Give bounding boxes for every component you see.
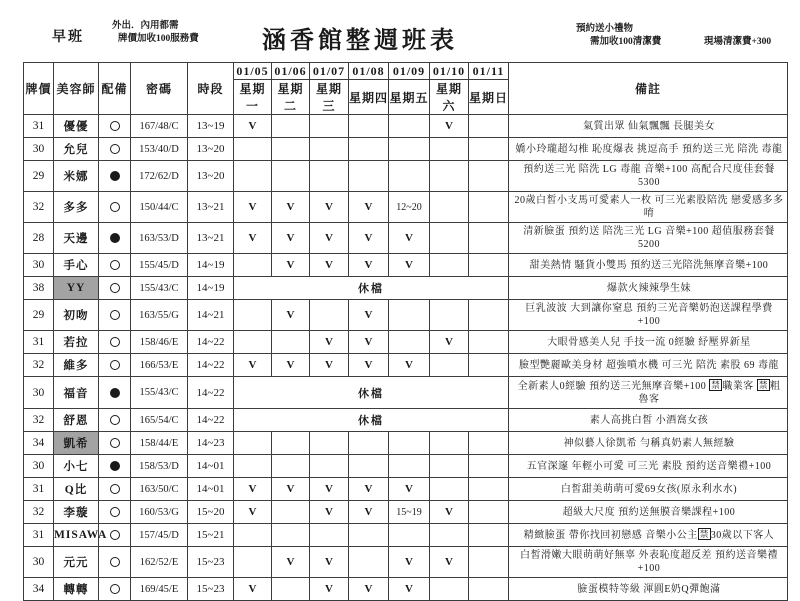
col-header-date: 01/10 bbox=[430, 63, 469, 80]
day-mark-cell bbox=[469, 478, 509, 501]
day-mark-cell bbox=[234, 254, 272, 277]
code-cell: 165/54/C bbox=[131, 409, 188, 432]
time-slot-cell: 15~23 bbox=[188, 547, 234, 578]
day-mark-cell bbox=[310, 115, 349, 138]
day-mark-cell bbox=[310, 524, 349, 547]
day-mark-cell bbox=[469, 547, 509, 578]
day-mark-cell: V bbox=[349, 331, 389, 354]
day-mark-cell: V bbox=[349, 578, 389, 601]
price-cell: 34 bbox=[24, 578, 54, 601]
equipment-cell bbox=[99, 455, 131, 478]
day-mark-cell bbox=[469, 192, 509, 223]
schedule-row bbox=[24, 432, 788, 455]
price-cell: 29 bbox=[24, 300, 54, 331]
day-mark-cell: V bbox=[234, 478, 272, 501]
equipment-cell bbox=[99, 161, 131, 192]
beautician-name-cell: 福音 bbox=[54, 377, 99, 409]
filled-circle-icon bbox=[110, 233, 120, 243]
schedule-row bbox=[24, 115, 788, 138]
col-header-weekday: 星期六 bbox=[430, 80, 469, 115]
remark-cell: 白皙滑嫩大眼萌萌好無辜 外表恥度超反差 預約送音樂禮+100 bbox=[509, 547, 788, 578]
day-mark-cell: V bbox=[389, 354, 430, 377]
price-cell: 30 bbox=[24, 455, 54, 478]
code-cell: 158/46/E bbox=[131, 331, 188, 354]
filled-circle-icon bbox=[110, 171, 120, 181]
remark-cell: 臉型艷麗歐美身材 超強噴水機 可三光 陪洗 素股 69 毒龍 bbox=[509, 354, 788, 377]
remark-cell: 預約送三光 陪洗 LG 毒龍 音樂+100 高配合尺度佳套餐5300 bbox=[509, 161, 788, 192]
hollow-circle-icon bbox=[110, 557, 120, 567]
day-mark-cell bbox=[349, 432, 389, 455]
schedule-row bbox=[24, 524, 788, 547]
equipment-cell bbox=[99, 377, 131, 409]
code-cell: 155/43/C bbox=[131, 277, 188, 300]
beautician-name-cell: 優優 bbox=[54, 115, 99, 138]
time-slot-cell: 14~23 bbox=[188, 432, 234, 455]
beautician-name-cell: 李璇 bbox=[54, 501, 99, 524]
day-mark-cell: V bbox=[234, 354, 272, 377]
code-cell: 157/45/D bbox=[131, 524, 188, 547]
time-slot-cell: 14~22 bbox=[188, 331, 234, 354]
price-cell: 32 bbox=[24, 192, 54, 223]
beautician-name-cell: YY bbox=[54, 277, 99, 300]
remark-cell: 嬌小玲瓏超勾椎 恥度爆表 挑逗高手 預約送三光 陪洗 毒龍 bbox=[509, 138, 788, 161]
beautician-name-cell: 凱希 bbox=[54, 432, 99, 455]
col-header-code: 密碼 bbox=[131, 63, 188, 115]
day-mark-cell bbox=[469, 354, 509, 377]
day-mark-cell bbox=[310, 300, 349, 331]
day-mark-cell bbox=[389, 331, 430, 354]
day-mark-cell: V bbox=[310, 331, 349, 354]
schedule-row bbox=[24, 192, 788, 223]
schedule-row bbox=[24, 277, 788, 300]
day-mark-cell: V bbox=[310, 578, 349, 601]
schedule-row bbox=[24, 409, 788, 432]
time-slot-cell: 13~21 bbox=[188, 192, 234, 223]
time-slot-cell: 13~20 bbox=[188, 161, 234, 192]
hollow-circle-icon bbox=[110, 121, 120, 131]
schedule-row bbox=[24, 354, 788, 377]
hollow-circle-icon bbox=[110, 144, 120, 154]
filled-circle-icon bbox=[110, 388, 120, 398]
equipment-cell bbox=[99, 254, 131, 277]
hollow-circle-icon bbox=[110, 202, 120, 212]
day-mark-cell bbox=[234, 138, 272, 161]
remark-cell: 巨乳波波 大到讓你窒息 預約三光音樂奶泡送課程學費+100 bbox=[509, 300, 788, 331]
equipment-cell bbox=[99, 277, 131, 300]
remark-cell: 全新素人0經驗 預約送三光無摩音樂+100 禁 職業客 禁 粗魯客 bbox=[509, 377, 788, 409]
beautician-name-cell: 允兒 bbox=[54, 138, 99, 161]
time-slot-cell: 14~01 bbox=[188, 455, 234, 478]
hollow-circle-icon bbox=[110, 415, 120, 425]
day-mark-cell bbox=[430, 254, 469, 277]
day-mark-cell: V bbox=[389, 254, 430, 277]
day-mark-cell: V bbox=[234, 115, 272, 138]
day-mark-cell: V bbox=[272, 254, 310, 277]
code-cell: 162/52/E bbox=[131, 547, 188, 578]
beautician-name-cell: 若拉 bbox=[54, 331, 99, 354]
time-slot-cell: 13~20 bbox=[188, 138, 234, 161]
day-mark-cell bbox=[349, 524, 389, 547]
day-mark-cell bbox=[389, 432, 430, 455]
beautician-name-cell: Q比 bbox=[54, 478, 99, 501]
price-cell: 32 bbox=[24, 409, 54, 432]
day-mark-cell bbox=[389, 524, 430, 547]
col-header-weekday: 星期日 bbox=[469, 80, 509, 115]
time-slot-cell: 14~22 bbox=[188, 377, 234, 409]
equipment-cell bbox=[99, 409, 131, 432]
day-mark-cell bbox=[430, 223, 469, 254]
col-header-weekday: 星期五 bbox=[389, 80, 430, 115]
schedule-row bbox=[24, 300, 788, 331]
day-mark-cell bbox=[430, 138, 469, 161]
equipment-cell bbox=[99, 547, 131, 578]
hollow-circle-icon bbox=[110, 530, 120, 540]
hollow-circle-icon bbox=[110, 438, 120, 448]
day-mark-cell: V bbox=[234, 578, 272, 601]
day-mark-cell bbox=[349, 115, 389, 138]
day-mark-cell: V bbox=[349, 478, 389, 501]
filled-circle-icon bbox=[110, 461, 120, 471]
day-mark-cell bbox=[349, 455, 389, 478]
day-mark-cell: V bbox=[310, 192, 349, 223]
day-mark-cell bbox=[349, 138, 389, 161]
day-mark-cell bbox=[389, 115, 430, 138]
time-slot-cell: 14~22 bbox=[188, 354, 234, 377]
day-mark-cell: V bbox=[349, 501, 389, 524]
day-mark-cell: V bbox=[389, 547, 430, 578]
day-mark-cell: V bbox=[272, 192, 310, 223]
col-header-beautician: 美容師 bbox=[54, 63, 99, 115]
schedule-row bbox=[24, 138, 788, 161]
col-header-date: 01/05 bbox=[234, 63, 272, 80]
day-mark-cell: V bbox=[234, 192, 272, 223]
beautician-name-cell: 天邊 bbox=[54, 223, 99, 254]
equipment-cell bbox=[99, 578, 131, 601]
price-cell: 30 bbox=[24, 547, 54, 578]
time-slot-cell: 14~22 bbox=[188, 409, 234, 432]
schedule-row bbox=[24, 578, 788, 601]
time-slot-cell: 15~21 bbox=[188, 524, 234, 547]
closed-span-cell: 休檔 bbox=[234, 277, 509, 300]
day-mark-cell: V bbox=[272, 478, 310, 501]
remark-cell: 臉蛋模特等級 渾圓E奶Q彈飽滿 bbox=[509, 578, 788, 601]
schedule-row bbox=[24, 478, 788, 501]
hollow-circle-icon bbox=[110, 283, 120, 293]
page-title: 涵香館整週班表 bbox=[262, 28, 458, 54]
cleaning-fee-note-line1: 預約送小禮物 bbox=[576, 24, 634, 34]
code-cell: 158/44/E bbox=[131, 432, 188, 455]
price-cell: 30 bbox=[24, 138, 54, 161]
day-mark-cell bbox=[310, 161, 349, 192]
code-cell: 155/43/C bbox=[131, 377, 188, 409]
day-mark-cell bbox=[272, 524, 310, 547]
remark-cell: 大眼骨感美人兒 手技一流 0經驗 紓壓界新星 bbox=[509, 331, 788, 354]
code-cell: 167/48/C bbox=[131, 115, 188, 138]
price-cell: 28 bbox=[24, 223, 54, 254]
day-mark-cell bbox=[349, 547, 389, 578]
day-mark-cell bbox=[469, 300, 509, 331]
col-header-equipment: 配備 bbox=[99, 63, 131, 115]
day-mark-cell: V bbox=[310, 547, 349, 578]
code-cell: 158/53/D bbox=[131, 455, 188, 478]
day-mark-cell bbox=[469, 501, 509, 524]
time-slot-cell: 13~21 bbox=[188, 223, 234, 254]
code-cell: 153/40/D bbox=[131, 138, 188, 161]
day-mark-cell bbox=[469, 254, 509, 277]
day-mark-cell bbox=[469, 115, 509, 138]
day-mark-cell: V bbox=[430, 547, 469, 578]
code-cell: 160/53/G bbox=[131, 501, 188, 524]
equipment-cell bbox=[99, 354, 131, 377]
price-cell: 30 bbox=[24, 254, 54, 277]
code-cell: 163/55/G bbox=[131, 300, 188, 331]
day-mark-cell: V bbox=[310, 501, 349, 524]
weekly-schedule-table bbox=[23, 62, 788, 601]
day-mark-cell bbox=[430, 455, 469, 478]
hollow-circle-icon bbox=[110, 507, 120, 517]
day-mark-cell: V bbox=[272, 354, 310, 377]
remark-cell: 20歲白皙小支馬可愛素人一枚 可三光素股陪洗 戀愛感多多唷 bbox=[509, 192, 788, 223]
code-cell: 169/45/E bbox=[131, 578, 188, 601]
price-cell: 34 bbox=[24, 432, 54, 455]
beautician-name-cell: 初吻 bbox=[54, 300, 99, 331]
day-mark-cell: V bbox=[310, 478, 349, 501]
code-cell: 166/53/E bbox=[131, 354, 188, 377]
forbidden-icon: 禁 bbox=[699, 529, 709, 539]
day-mark-cell bbox=[234, 455, 272, 478]
forbidden-icon: 禁 bbox=[758, 380, 768, 390]
day-mark-cell bbox=[430, 192, 469, 223]
day-mark-cell bbox=[234, 524, 272, 547]
day-mark-cell bbox=[272, 161, 310, 192]
beautician-name-cell: 手心 bbox=[54, 254, 99, 277]
beautician-name-cell: 轉轉 bbox=[54, 578, 99, 601]
price-cell: 29 bbox=[24, 161, 54, 192]
day-mark-cell bbox=[430, 354, 469, 377]
day-mark-cell bbox=[310, 432, 349, 455]
col-header-weekday: 星期四 bbox=[349, 80, 389, 115]
day-mark-cell: V bbox=[272, 223, 310, 254]
day-mark-cell bbox=[469, 432, 509, 455]
hollow-circle-icon bbox=[110, 260, 120, 270]
remark-cell: 爆款火辣辣學生妹 bbox=[509, 277, 788, 300]
remark-cell: 五官深邃 年輕小可愛 可三光 素股 預約送音樂禮+100 bbox=[509, 455, 788, 478]
schedule-row bbox=[24, 547, 788, 578]
col-header-weekday: 星期三 bbox=[310, 80, 349, 115]
col-header-time: 時段 bbox=[188, 63, 234, 115]
day-mark-cell bbox=[272, 578, 310, 601]
beautician-name-cell: 元元 bbox=[54, 547, 99, 578]
day-mark-cell bbox=[469, 578, 509, 601]
equipment-cell bbox=[99, 478, 131, 501]
price-cell: 32 bbox=[24, 501, 54, 524]
day-mark-cell bbox=[349, 161, 389, 192]
hollow-circle-icon bbox=[110, 484, 120, 494]
price-cell: 31 bbox=[24, 478, 54, 501]
time-slot-cell: 14~19 bbox=[188, 277, 234, 300]
remark-cell: 清新臉蛋 預約送 陪洗三光 LG 音樂+100 超值服務套餐5200 bbox=[509, 223, 788, 254]
day-mark-cell bbox=[234, 161, 272, 192]
day-mark-cell: V bbox=[389, 223, 430, 254]
day-mark-cell bbox=[272, 138, 310, 161]
remark-cell: 超級大尺度 預約送無膜音樂課程+100 bbox=[509, 501, 788, 524]
equipment-cell bbox=[99, 300, 131, 331]
col-header-date: 01/11 bbox=[469, 63, 509, 80]
day-mark-cell bbox=[272, 331, 310, 354]
beautician-name-cell: 維多 bbox=[54, 354, 99, 377]
price-cell: 31 bbox=[24, 115, 54, 138]
closed-span-cell: 休檔 bbox=[234, 377, 509, 409]
price-cell: 31 bbox=[24, 331, 54, 354]
day-mark-cell bbox=[389, 455, 430, 478]
day-mark-cell: V bbox=[389, 478, 430, 501]
schedule-row bbox=[24, 377, 788, 409]
forbidden-icon: 禁 bbox=[711, 380, 721, 390]
day-mark-cell bbox=[430, 578, 469, 601]
day-mark-cell: V bbox=[310, 254, 349, 277]
remark-cell: 白皙甜美萌萌可愛69女孩(原永利水水) bbox=[509, 478, 788, 501]
day-mark-cell bbox=[469, 455, 509, 478]
day-mark-cell: V bbox=[349, 192, 389, 223]
day-mark-cell: V bbox=[430, 501, 469, 524]
day-mark-cell: V bbox=[389, 578, 430, 601]
code-cell: 163/53/D bbox=[131, 223, 188, 254]
day-mark-cell bbox=[234, 432, 272, 455]
day-mark-cell: V bbox=[234, 501, 272, 524]
remark-cell: 甜美熱情 騷貨小雙馬 預約送三光陪洗無摩音樂+100 bbox=[509, 254, 788, 277]
cleaning-fee-note-line2: 需加收100清潔費 bbox=[590, 37, 662, 47]
day-mark-cell bbox=[310, 138, 349, 161]
day-mark-cell bbox=[310, 455, 349, 478]
day-mark-cell bbox=[469, 223, 509, 254]
equipment-cell bbox=[99, 192, 131, 223]
day-mark-cell bbox=[234, 547, 272, 578]
day-mark-cell: V bbox=[349, 354, 389, 377]
day-mark-cell bbox=[272, 115, 310, 138]
remark-cell: 氣質出眾 仙氣飄飄 長腿美女 bbox=[509, 115, 788, 138]
day-mark-cell bbox=[469, 524, 509, 547]
day-mark-cell bbox=[234, 300, 272, 331]
equipment-cell bbox=[99, 501, 131, 524]
day-mark-cell: V bbox=[430, 115, 469, 138]
time-slot-cell: 15~20 bbox=[188, 501, 234, 524]
day-mark-cell bbox=[430, 300, 469, 331]
col-header-date: 01/09 bbox=[389, 63, 430, 80]
day-mark-cell: V bbox=[234, 223, 272, 254]
remark-cell: 神似藝人徐凱希 勻稱真奶素人無經驗 bbox=[509, 432, 788, 455]
cleaning-fee-note bbox=[576, 23, 661, 49]
time-slot-cell: 14~01 bbox=[188, 478, 234, 501]
col-header-weekday: 星期一 bbox=[234, 80, 272, 115]
closed-span-cell: 休檔 bbox=[234, 409, 509, 432]
schedule-row bbox=[24, 455, 788, 478]
schedule-row bbox=[24, 254, 788, 277]
day-mark-cell bbox=[430, 478, 469, 501]
day-mark-cell: V bbox=[310, 354, 349, 377]
price-cell: 32 bbox=[24, 354, 54, 377]
col-header-price: 牌價 bbox=[24, 63, 54, 115]
col-header-remarks: 備註 bbox=[509, 63, 788, 115]
code-cell: 155/45/D bbox=[131, 254, 188, 277]
day-mark-cell bbox=[272, 455, 310, 478]
day-mark-cell: V bbox=[349, 300, 389, 331]
day-mark-cell bbox=[389, 300, 430, 331]
day-mark-cell: V bbox=[349, 223, 389, 254]
beautician-name-cell: 多多 bbox=[54, 192, 99, 223]
day-mark-cell: V bbox=[430, 331, 469, 354]
equipment-cell bbox=[99, 432, 131, 455]
onsite-fee-note: 現場清潔費+300 bbox=[704, 37, 772, 47]
time-slot-cell: 14~19 bbox=[188, 254, 234, 277]
code-cell: 172/62/D bbox=[131, 161, 188, 192]
day-mark-cell: 15~19 bbox=[389, 501, 430, 524]
equipment-cell bbox=[99, 223, 131, 254]
price-cell: 31 bbox=[24, 524, 54, 547]
day-mark-cell: V bbox=[349, 254, 389, 277]
hollow-circle-icon bbox=[110, 337, 120, 347]
time-slot-cell: 15~23 bbox=[188, 578, 234, 601]
col-header-date: 01/08 bbox=[349, 63, 389, 80]
time-slot-cell: 14~21 bbox=[188, 300, 234, 331]
service-fee-note-line2: 牌價加收100服務費 bbox=[118, 34, 199, 44]
remark-cell: 素人高挑白皙 小酒窩女孩 bbox=[509, 409, 788, 432]
day-mark-cell: V bbox=[272, 300, 310, 331]
day-mark-cell bbox=[389, 161, 430, 192]
beautician-name-cell: MISAWA bbox=[54, 524, 99, 547]
hollow-circle-icon bbox=[110, 360, 120, 370]
day-mark-cell bbox=[469, 161, 509, 192]
beautician-name-cell: 米娜 bbox=[54, 161, 99, 192]
col-header-weekday: 星期二 bbox=[272, 80, 310, 115]
equipment-cell bbox=[99, 115, 131, 138]
remark-cell: 精緻臉蛋 帶你找回初戀感 音樂小公主 禁 30歲以下客人 bbox=[509, 524, 788, 547]
day-mark-cell: 12~20 bbox=[389, 192, 430, 223]
day-mark-cell bbox=[469, 331, 509, 354]
beautician-name-cell: 小七 bbox=[54, 455, 99, 478]
price-cell: 30 bbox=[24, 377, 54, 409]
col-header-date: 01/06 bbox=[272, 63, 310, 80]
hollow-circle-icon bbox=[110, 310, 120, 320]
day-mark-cell bbox=[430, 524, 469, 547]
schedule-row bbox=[24, 223, 788, 254]
day-mark-cell bbox=[234, 331, 272, 354]
schedule-row bbox=[24, 331, 788, 354]
time-slot-cell: 13~19 bbox=[188, 115, 234, 138]
equipment-cell bbox=[99, 331, 131, 354]
schedule-row bbox=[24, 501, 788, 524]
code-cell: 163/50/C bbox=[131, 478, 188, 501]
code-cell: 150/44/C bbox=[131, 192, 188, 223]
schedule-row bbox=[24, 161, 788, 192]
day-mark-cell bbox=[272, 432, 310, 455]
day-mark-cell bbox=[469, 138, 509, 161]
day-mark-cell bbox=[430, 432, 469, 455]
equipment-cell bbox=[99, 138, 131, 161]
day-mark-cell bbox=[430, 161, 469, 192]
day-mark-cell bbox=[389, 138, 430, 161]
beautician-name-cell: 舒恩 bbox=[54, 409, 99, 432]
day-mark-cell: V bbox=[272, 547, 310, 578]
day-mark-cell: V bbox=[310, 223, 349, 254]
price-cell: 38 bbox=[24, 277, 54, 300]
shift-label: 早班 bbox=[52, 30, 84, 45]
col-header-date: 01/07 bbox=[310, 63, 349, 80]
hollow-circle-icon bbox=[110, 584, 120, 594]
day-mark-cell bbox=[272, 501, 310, 524]
service-fee-note-line1: 外出．內用都需 bbox=[112, 21, 179, 31]
